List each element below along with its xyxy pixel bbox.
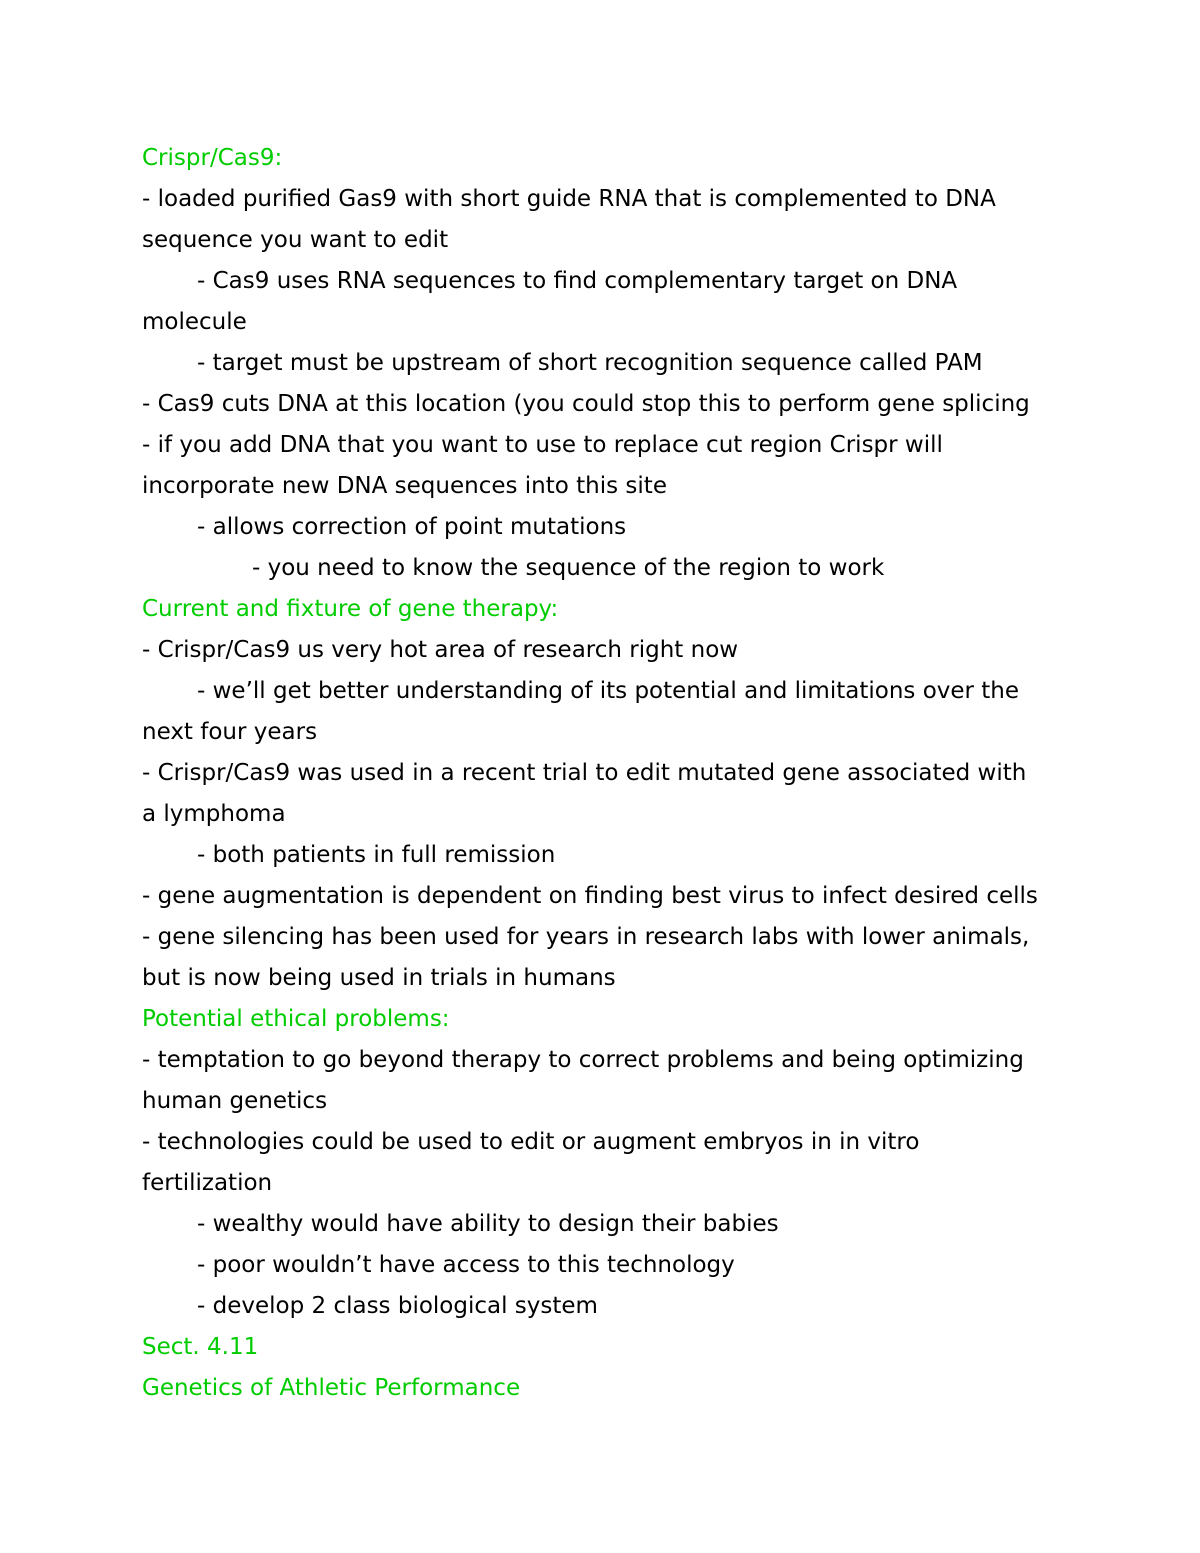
note-line: next four years (142, 719, 318, 745)
note-line: - temptation to go beyond therapy to correct problems and being optimizing (142, 1047, 1024, 1073)
note-line: - you need to know the sequence of the region to work (252, 555, 885, 581)
section-heading: Sect. 4.11 (142, 1334, 259, 1360)
note-line: - gene silencing has been used for years in research labs with lower animals, (142, 924, 1030, 950)
note-line: - both patients in full remission (197, 842, 556, 868)
note-line: - technologies could be used to edit or augment embryos in in vitro (142, 1129, 920, 1155)
note-line: a lymphoma (142, 801, 286, 827)
note-line: - allows correction of point mutations (197, 514, 627, 540)
section-heading: Crispr/Cas9: (142, 145, 283, 171)
note-line: - if you add DNA that you want to use to replace cut region Crispr will (142, 432, 943, 458)
note-line: - wealthy would have ability to design their babies (197, 1211, 779, 1237)
note-line: molecule (142, 309, 247, 335)
note-line: human genetics (142, 1088, 328, 1114)
note-line: - loaded purified Gas9 with short guide RNA that is complemented to DNA (142, 186, 996, 212)
section-heading: Genetics of Athletic Performance (142, 1375, 521, 1401)
note-line: fertilization (142, 1170, 273, 1196)
note-line: - we’ll get better understanding of its potential and limitations over the (197, 678, 1020, 704)
note-line: - develop 2 class biological system (197, 1293, 598, 1319)
note-line: - Cas9 uses RNA sequences to find complementary target on DNA (197, 268, 958, 294)
note-line: - target must be upstream of short recognition sequence called PAM (197, 350, 983, 376)
note-line: but is now being used in trials in humans (142, 965, 616, 991)
section-heading: Current and fixture of gene therapy: (142, 596, 559, 622)
note-line: incorporate new DNA sequences into this site (142, 473, 667, 499)
document-body (142, 138, 1072, 1409)
note-line: - Crispr/Cas9 was used in a recent trial to edit mutated gene associated with (142, 760, 1027, 786)
note-line: - gene augmentation is dependent on finding best virus to infect desired cells (142, 883, 1038, 909)
note-line: - poor wouldn’t have access to this technology (197, 1252, 735, 1278)
note-line: sequence you want to edit (142, 227, 449, 253)
section-heading: Potential ethical problems: (142, 1006, 450, 1032)
note-line: - Cas9 cuts DNA at this location (you could stop this to perform gene splicing (142, 391, 1030, 417)
note-line: - Crispr/Cas9 us very hot area of research right now (142, 637, 739, 663)
